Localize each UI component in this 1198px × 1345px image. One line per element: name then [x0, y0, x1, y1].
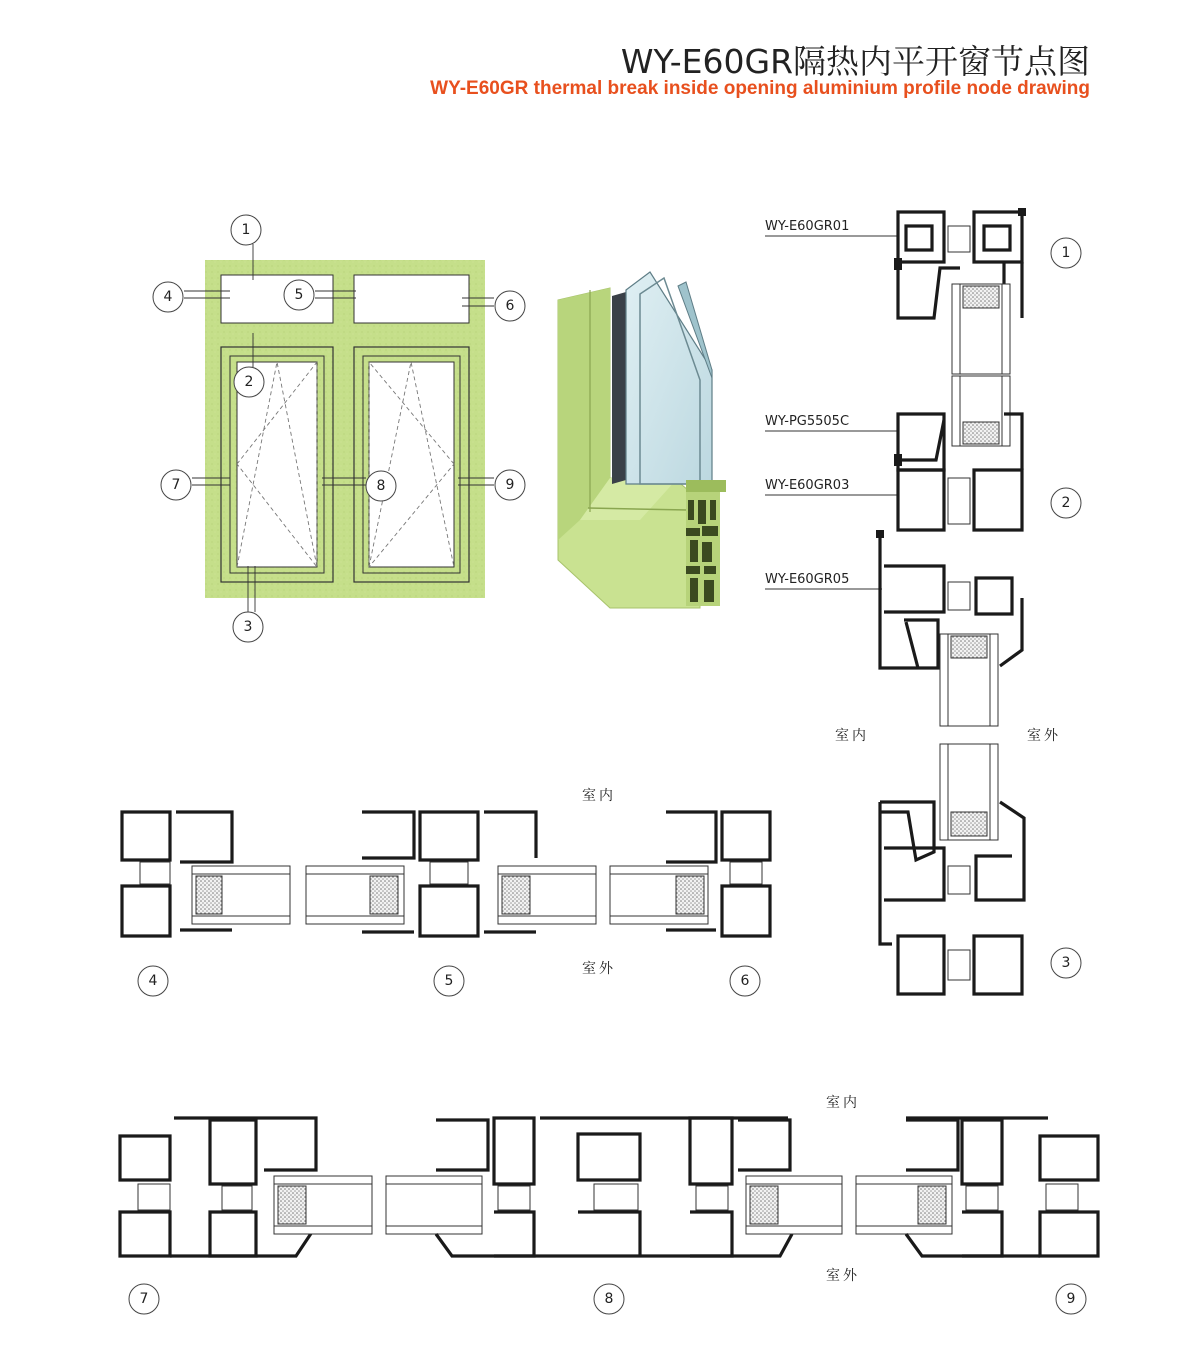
hs789-outdoor-label: 室外: [826, 1268, 860, 1284]
hs456-outdoor-label: 室外: [582, 961, 616, 977]
vertical-section: [765, 208, 1081, 994]
hs456-indoor-label: 室内: [582, 788, 616, 804]
vs-indoor-label: 室内: [835, 728, 869, 744]
svg-text:4: 4: [148, 973, 158, 989]
vs-callout-3: [1051, 948, 1081, 978]
elevation-callout-2: [234, 367, 264, 397]
label-gr03: WY-E60GR03: [765, 478, 850, 493]
elevation-callout-5: [284, 280, 314, 310]
hs-callout-9: [1056, 1284, 1086, 1314]
svg-text:2: 2: [244, 374, 254, 390]
spacer-upper: [963, 286, 999, 308]
hs-callout-7: [129, 1284, 159, 1314]
svg-text:2: 2: [1061, 495, 1071, 511]
horizontal-section-789: [120, 1094, 1098, 1314]
svg-text:6: 6: [740, 973, 750, 989]
transom-pane-right: [354, 275, 469, 323]
svg-text:9: 9: [505, 477, 515, 493]
svg-text:4: 4: [163, 289, 173, 305]
hs-callout-5: [434, 966, 464, 996]
hs-callout-6: [730, 966, 760, 996]
label-gr05: WY-E60GR05: [765, 572, 850, 587]
label-pg5505c: WY-PG5505C: [765, 414, 850, 429]
svg-text:8: 8: [604, 1291, 614, 1307]
svg-text:3: 3: [243, 619, 253, 635]
elevation-callout-4: [153, 282, 183, 312]
label-gr01: WY-E60GR01: [765, 219, 850, 234]
svg-text:8: 8: [376, 478, 386, 494]
elevation-callout-7: [161, 470, 191, 500]
vs-callout-1: [1051, 238, 1081, 268]
svg-text:7: 7: [139, 1291, 149, 1307]
elevation-callout-8: [366, 471, 396, 501]
svg-text:1: 1: [1061, 245, 1071, 261]
elevation-callout-3: [233, 612, 263, 642]
horizontal-section-456: [122, 787, 770, 996]
hs-callout-8: [594, 1284, 624, 1314]
svg-text:3: 3: [1061, 955, 1071, 971]
glass-right: [369, 362, 454, 567]
vs-callout-2: [1051, 488, 1081, 518]
page-subtitle: WY-E60GR thermal break inside opening aluminium profile node drawing: [430, 78, 1090, 99]
profile-corner-3d: [558, 272, 726, 608]
elevation-callout-1: [231, 215, 261, 245]
hs789-indoor-label: 室内: [826, 1095, 860, 1111]
window-elevation: [153, 215, 525, 642]
page-title: WY-E60GR隔热内平开窗节点图: [620, 42, 1090, 81]
elevation-callout-6: [495, 291, 525, 321]
hs-callout-4: [138, 966, 168, 996]
vs-outdoor-label: 室外: [1027, 728, 1061, 744]
svg-text:5: 5: [294, 287, 304, 303]
svg-text:5: 5: [444, 973, 454, 989]
svg-text:1: 1: [241, 222, 251, 238]
node-8-profile: [436, 1118, 792, 1256]
svg-text:9: 9: [1066, 1291, 1076, 1307]
transom-pane-left: [221, 275, 333, 323]
svg-text:7: 7: [171, 477, 181, 493]
elevation-callout-9: [495, 470, 525, 500]
svg-text:6: 6: [505, 298, 515, 314]
